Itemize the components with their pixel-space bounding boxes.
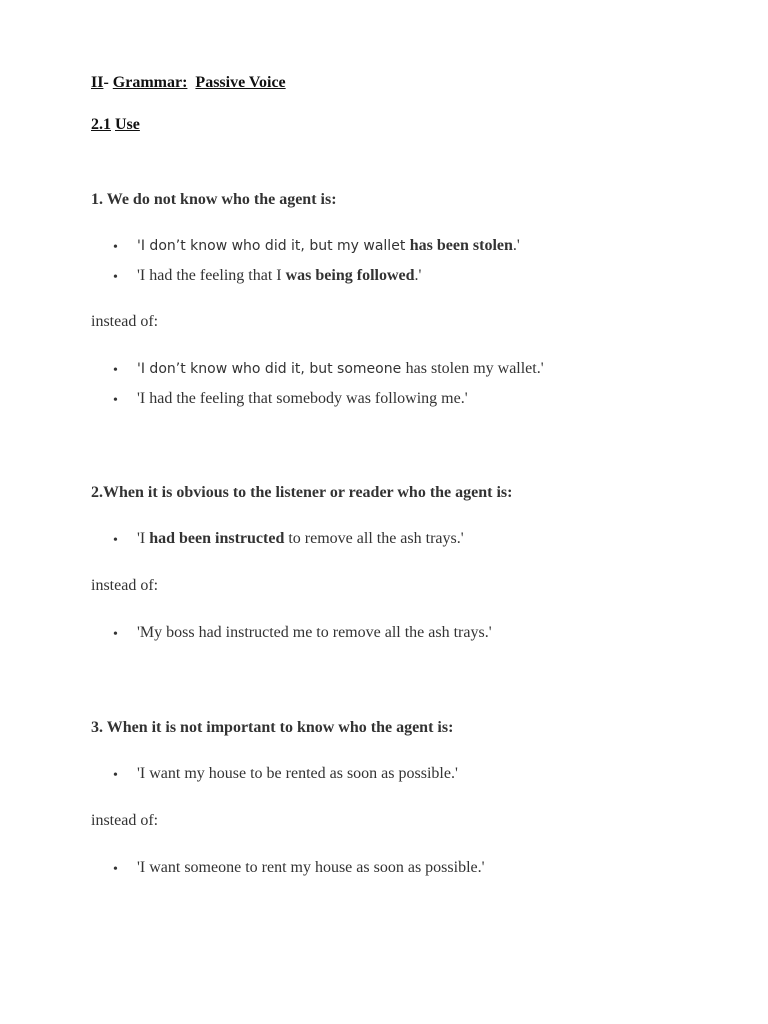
section-3-instead-label: instead of:	[91, 812, 159, 829]
bullet-icon: •	[113, 862, 118, 877]
subsection-heading	[91, 116, 140, 134]
grammar-label: Grammar:	[112, 74, 188, 91]
bullet-icon: •	[113, 393, 118, 408]
bullet-icon: •	[113, 363, 118, 378]
part-heading	[91, 74, 286, 92]
section-2-example-1: 'I had been instructed to remove all the ash trays.'	[137, 530, 464, 547]
section-2-heading: 2.When it is obvious to the listener or reader who the agent is:	[91, 484, 513, 501]
section-1-example-1: 'I don’t know who did it, but my wallet has been stolen.'	[137, 237, 520, 254]
part-label: II	[91, 74, 104, 91]
section-3-heading: 3. When it is not important to know who the agent is:	[91, 719, 454, 736]
section-1-heading: 1. We do not know who the agent is:	[91, 191, 337, 208]
bullet-icon: •	[113, 768, 118, 783]
subsection-number: 2.1	[91, 116, 111, 133]
section-2-alternative-1: 'My boss had instructed me to remove all the ash trays.'	[137, 624, 492, 641]
section-3-example-1: 'I want my house to be rented as soon as possible.'	[137, 765, 458, 782]
section-1-instead-label: instead of:	[91, 313, 159, 330]
section-2-instead-label: instead of:	[91, 577, 159, 594]
topic-title: Passive Voice	[195, 74, 286, 91]
section-1-alternative-1: 'I don’t know who did it, but someone has stolen my wallet.'	[137, 360, 544, 377]
subsection-title: Use	[115, 116, 140, 133]
section-1-alternative-2: 'I had the feeling that somebody was following me.'	[137, 390, 468, 407]
bullet-icon: •	[113, 627, 118, 642]
bullet-icon: •	[113, 240, 118, 255]
section-3-alternative-1: 'I want someone to rent my house as soon as possible.'	[137, 859, 485, 876]
bullet-icon: •	[113, 270, 118, 285]
part-separator: -	[103, 74, 109, 91]
section-1-example-2: 'I had the feeling that I was being followed.'	[137, 267, 422, 284]
bullet-icon: •	[113, 533, 118, 548]
